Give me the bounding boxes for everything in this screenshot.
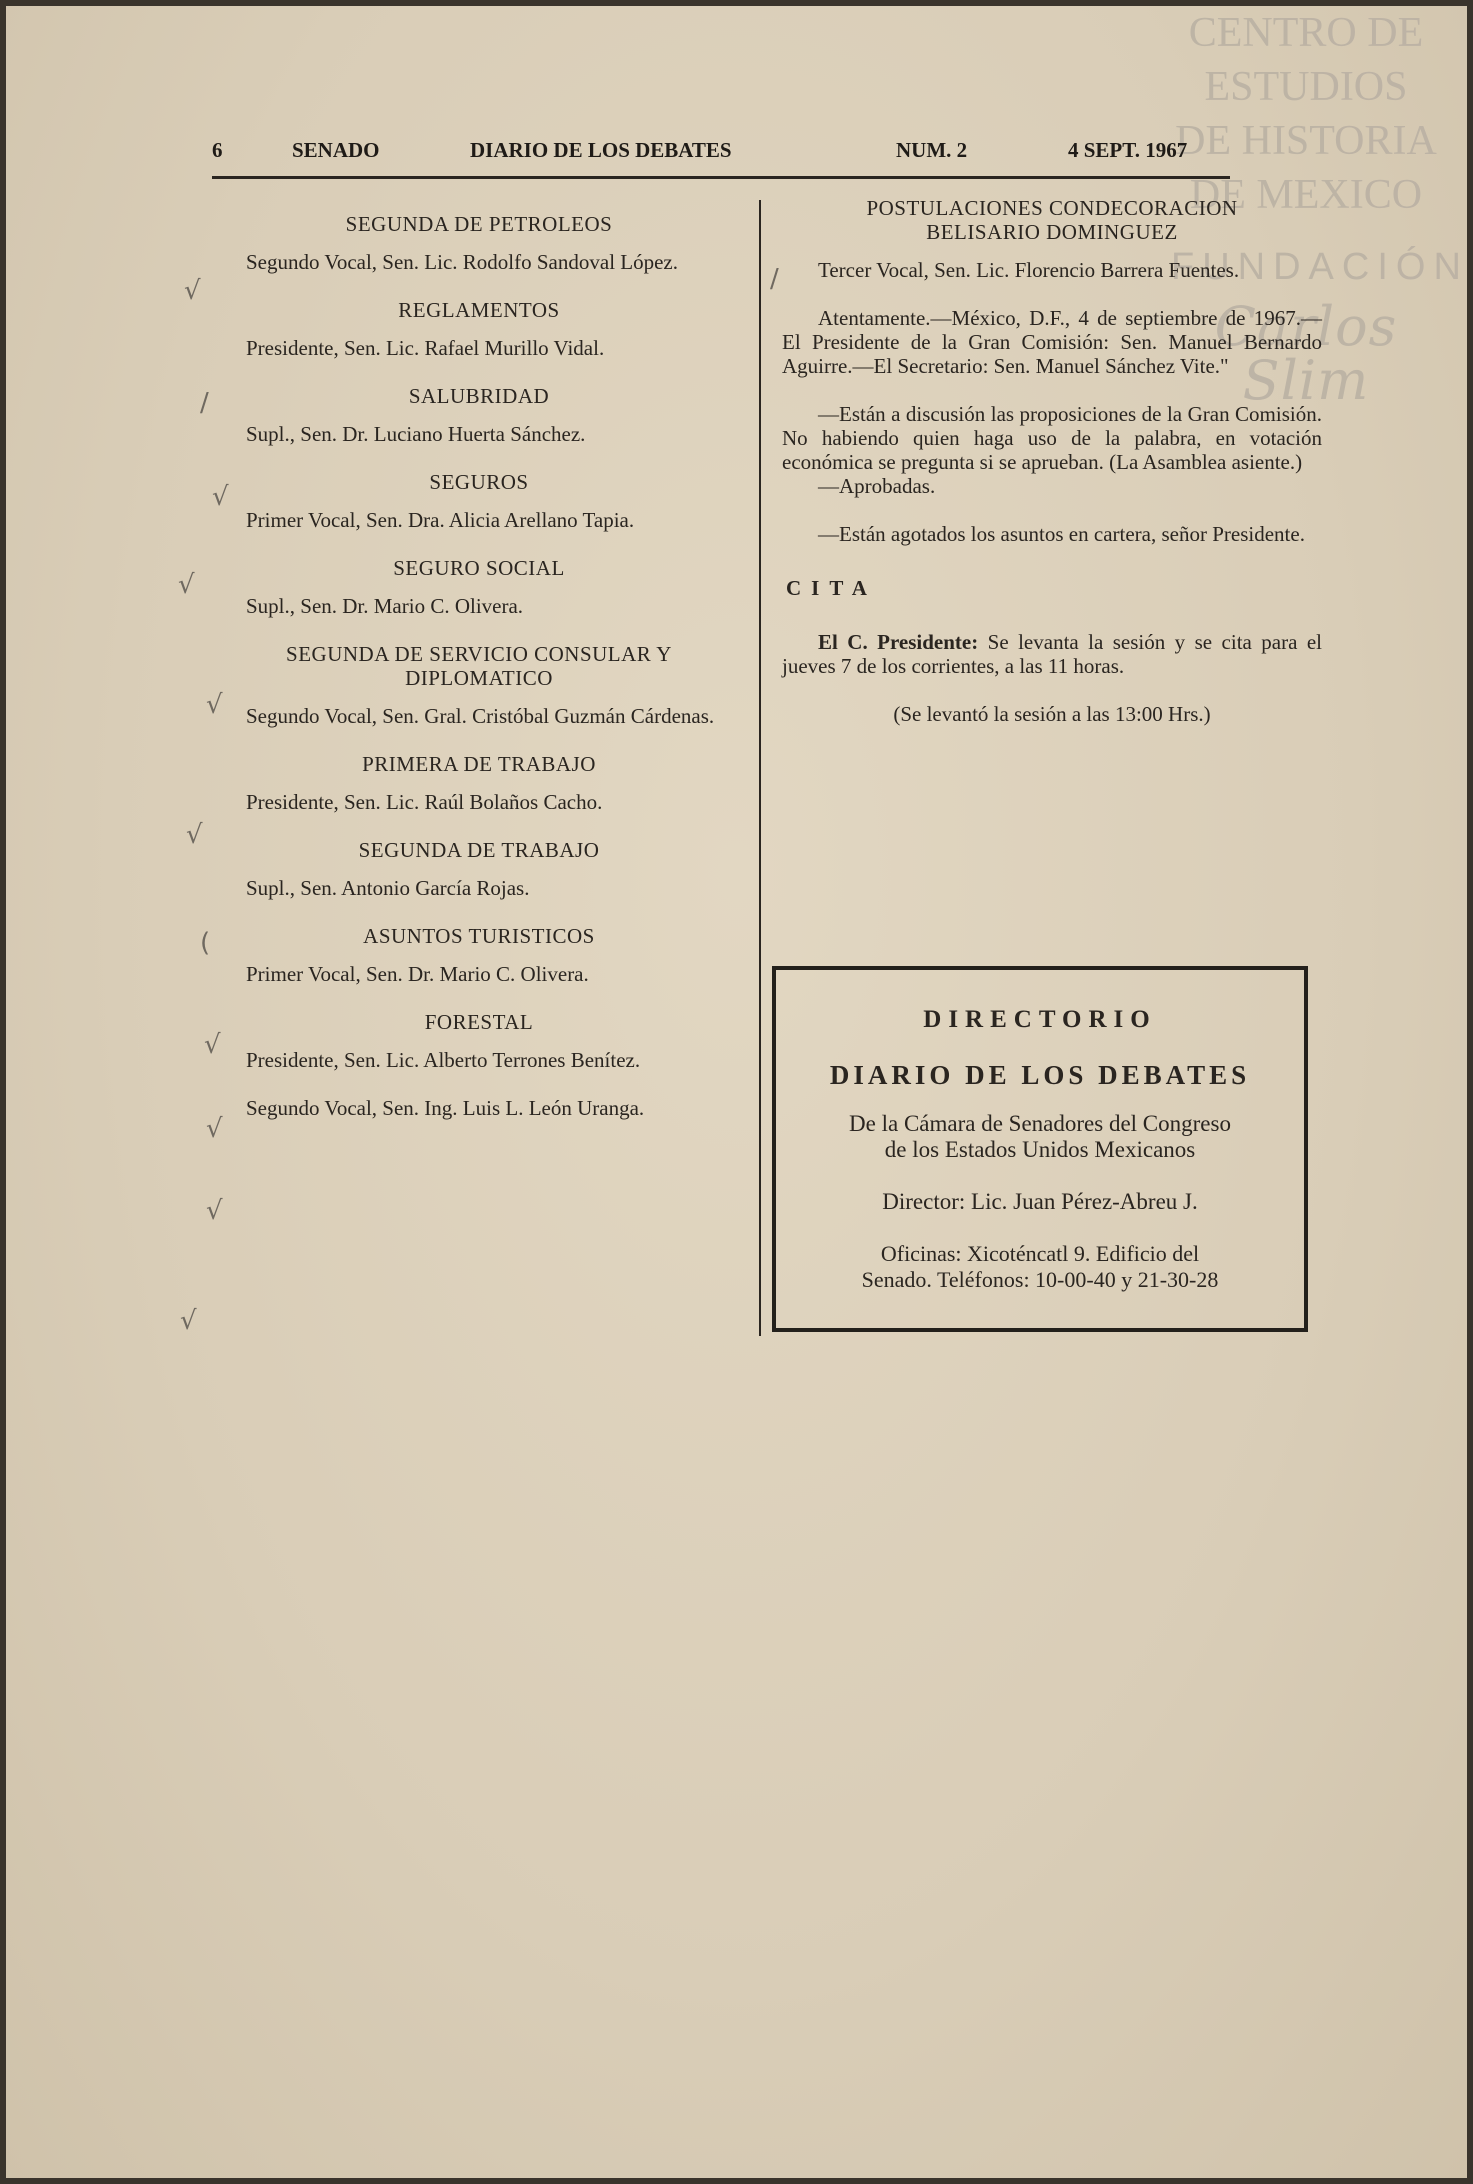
offices-line: Oficinas: Xicoténcatl 9. Edificio del [880, 1241, 1200, 1266]
committee-section [210, 556, 748, 618]
committee-entry: Primer Vocal, Sen. Dra. Alicia Arellano Tapia. [246, 508, 635, 532]
chamber-name: SENADO [292, 138, 380, 162]
checkmark-icon: √ [178, 570, 195, 600]
header-rule [212, 176, 1230, 179]
committee-section [210, 470, 748, 532]
watermark-line: ESTUDIOS [1204, 64, 1408, 110]
agenda-exhausted-paragraph: —Están agotados los asuntos en cartera, señor Presidente. [818, 522, 1305, 546]
committee-heading: REGLAMENTOS [398, 298, 560, 322]
committee-entry: Segundo Vocal, Sen. Lic. Rodolfo Sandoval López. [246, 250, 678, 274]
committee-heading: SEGUNDA DE PETROLEOS [345, 212, 613, 236]
checkmark-icon: √ [184, 276, 201, 306]
directory-line: De la Cámara de Senadores del Congreso [849, 1111, 1231, 1136]
committee-entry: Presidente, Sen. Lic. Raúl Bolaños Cacho. [246, 790, 603, 814]
offices-line: Senado. Teléfonos: 10-00-40 y 21-30-28 [861, 1267, 1219, 1292]
committee-heading: SEGUROS [429, 470, 529, 494]
approved-paragraph: —Aprobadas. [818, 474, 936, 498]
checkmark-icon: √ [204, 1030, 221, 1060]
left-column [210, 212, 748, 1144]
checkmark-icon: √ [212, 482, 229, 512]
checkmark-icon: / [770, 264, 779, 294]
speaker-label: El C. Presidente: [818, 630, 979, 654]
committee-entry: Tercer Vocal, Sen. Lic. Florencio Barrera Fuentes. [818, 258, 1240, 282]
committee-entry: Segundo Vocal, Sen. Gral. Cristóbal Guzmán Cárdenas. [246, 704, 715, 728]
president-paragraph [782, 630, 1322, 678]
committee-section [210, 212, 748, 274]
checkmark-icon: ( [200, 928, 211, 958]
committee-heading-continued: BELISARIO DOMINGUEZ [926, 220, 1178, 244]
committee-heading: SEGUNDA DE SERVICIO CONSULAR Y DIPLOMATICO [286, 642, 672, 690]
watermark-line: DE MEXICO [1189, 172, 1423, 218]
page-number: 6 [212, 138, 223, 162]
committee-entry: Presidente, Sen. Lic. Rafael Murillo Vidal. [246, 336, 605, 360]
watermark-line: DE HISTORIA [1175, 118, 1437, 164]
committee-heading: SEGURO SOCIAL [393, 556, 565, 580]
directory-director: Director: Lic. Juan Pérez-Abreu J. [882, 1189, 1198, 1214]
president-statement: Se levanta la sesión y se cita para el jueves 7 de los corrientes, a las 11 horas. [782, 630, 1323, 678]
checkmark-icon: √ [186, 820, 203, 850]
committee-entry: Supl., Sen. Antonio García Rojas. [246, 876, 530, 900]
committee-entry: Segundo Vocal, Sen. Ing. Luis L. León Uranga. [246, 1096, 645, 1120]
directory-box [772, 966, 1308, 1332]
committee-section [210, 298, 748, 360]
committee-heading: SALUBRIDAD [408, 384, 550, 408]
column-divider [759, 200, 761, 1336]
checkmark-icon: √ [206, 1196, 223, 1226]
committee-heading: POSTULACIONES CONDECORACION [866, 196, 1238, 220]
session-closing: (Se levantó la sesión a las 13:00 Hrs.) [893, 702, 1211, 726]
right-column [782, 196, 1322, 726]
committee-section [210, 384, 748, 446]
watermark-signature: Carlos Slim [1214, 295, 1398, 412]
page-header [212, 138, 1222, 174]
directory-subtitle: DIARIO DE LOS DEBATES [829, 1060, 1251, 1090]
checkmark-icon: √ [206, 1114, 223, 1144]
committee-section [210, 642, 748, 728]
issue-date: 4 SEPT. 1967 [1068, 138, 1188, 162]
committee-section [210, 924, 748, 986]
watermark-foundation: FUNDACIÓN [1171, 246, 1469, 288]
publication-title: DIARIO DE LOS DEBATES [470, 138, 732, 162]
committee-heading: FORESTAL [424, 1010, 534, 1034]
committee-section [210, 752, 748, 814]
directory-line: de los Estados Unidos Mexicanos [884, 1137, 1196, 1162]
cita-heading: CITA [786, 576, 877, 600]
committee-section [210, 838, 748, 900]
discussion-paragraph: —Están a discusión las proposiciones de la Gran Comisión. No habiendo quien haga uso de la palabra, en votación económica se pregunta si se aprueban. (La Asamblea asiente.) [782, 402, 1322, 474]
watermark-line: CENTRO DE [1188, 10, 1424, 56]
committee-heading: PRIMERA DE TRABAJO [362, 752, 596, 776]
committee-heading: ASUNTOS TURISTICOS [363, 924, 595, 948]
committee-heading: SEGUNDA DE TRABAJO [358, 838, 600, 862]
committee-entry: Supl., Sen. Dr. Mario C. Olivera. [246, 594, 524, 618]
committee-section [210, 1010, 748, 1120]
committee-entry: Presidente, Sen. Lic. Alberto Terrones Benítez. [246, 1048, 641, 1072]
signature-paragraph: Atentamente.—México, D.F., 4 de septiembre de 1967.— El Presidente de la Gran Comisión: Sen. Manuel Bernardo Aguirre.—El Secretario: Sen. Manuel Sánchez Vite." [782, 306, 1322, 378]
directory-offices [776, 1241, 1304, 1293]
directory-title: DIRECTORIO [923, 1006, 1157, 1033]
checkmark-icon: √ [206, 690, 223, 720]
committee-entry: Primer Vocal, Sen. Dr. Mario C. Olivera. [246, 962, 589, 986]
issue-number: NUM. 2 [896, 138, 968, 162]
checkmark-icon: √ [180, 1306, 197, 1336]
committee-entry: Supl., Sen. Dr. Luciano Huerta Sánchez. [246, 422, 586, 446]
checkmark-icon: / [200, 388, 209, 418]
